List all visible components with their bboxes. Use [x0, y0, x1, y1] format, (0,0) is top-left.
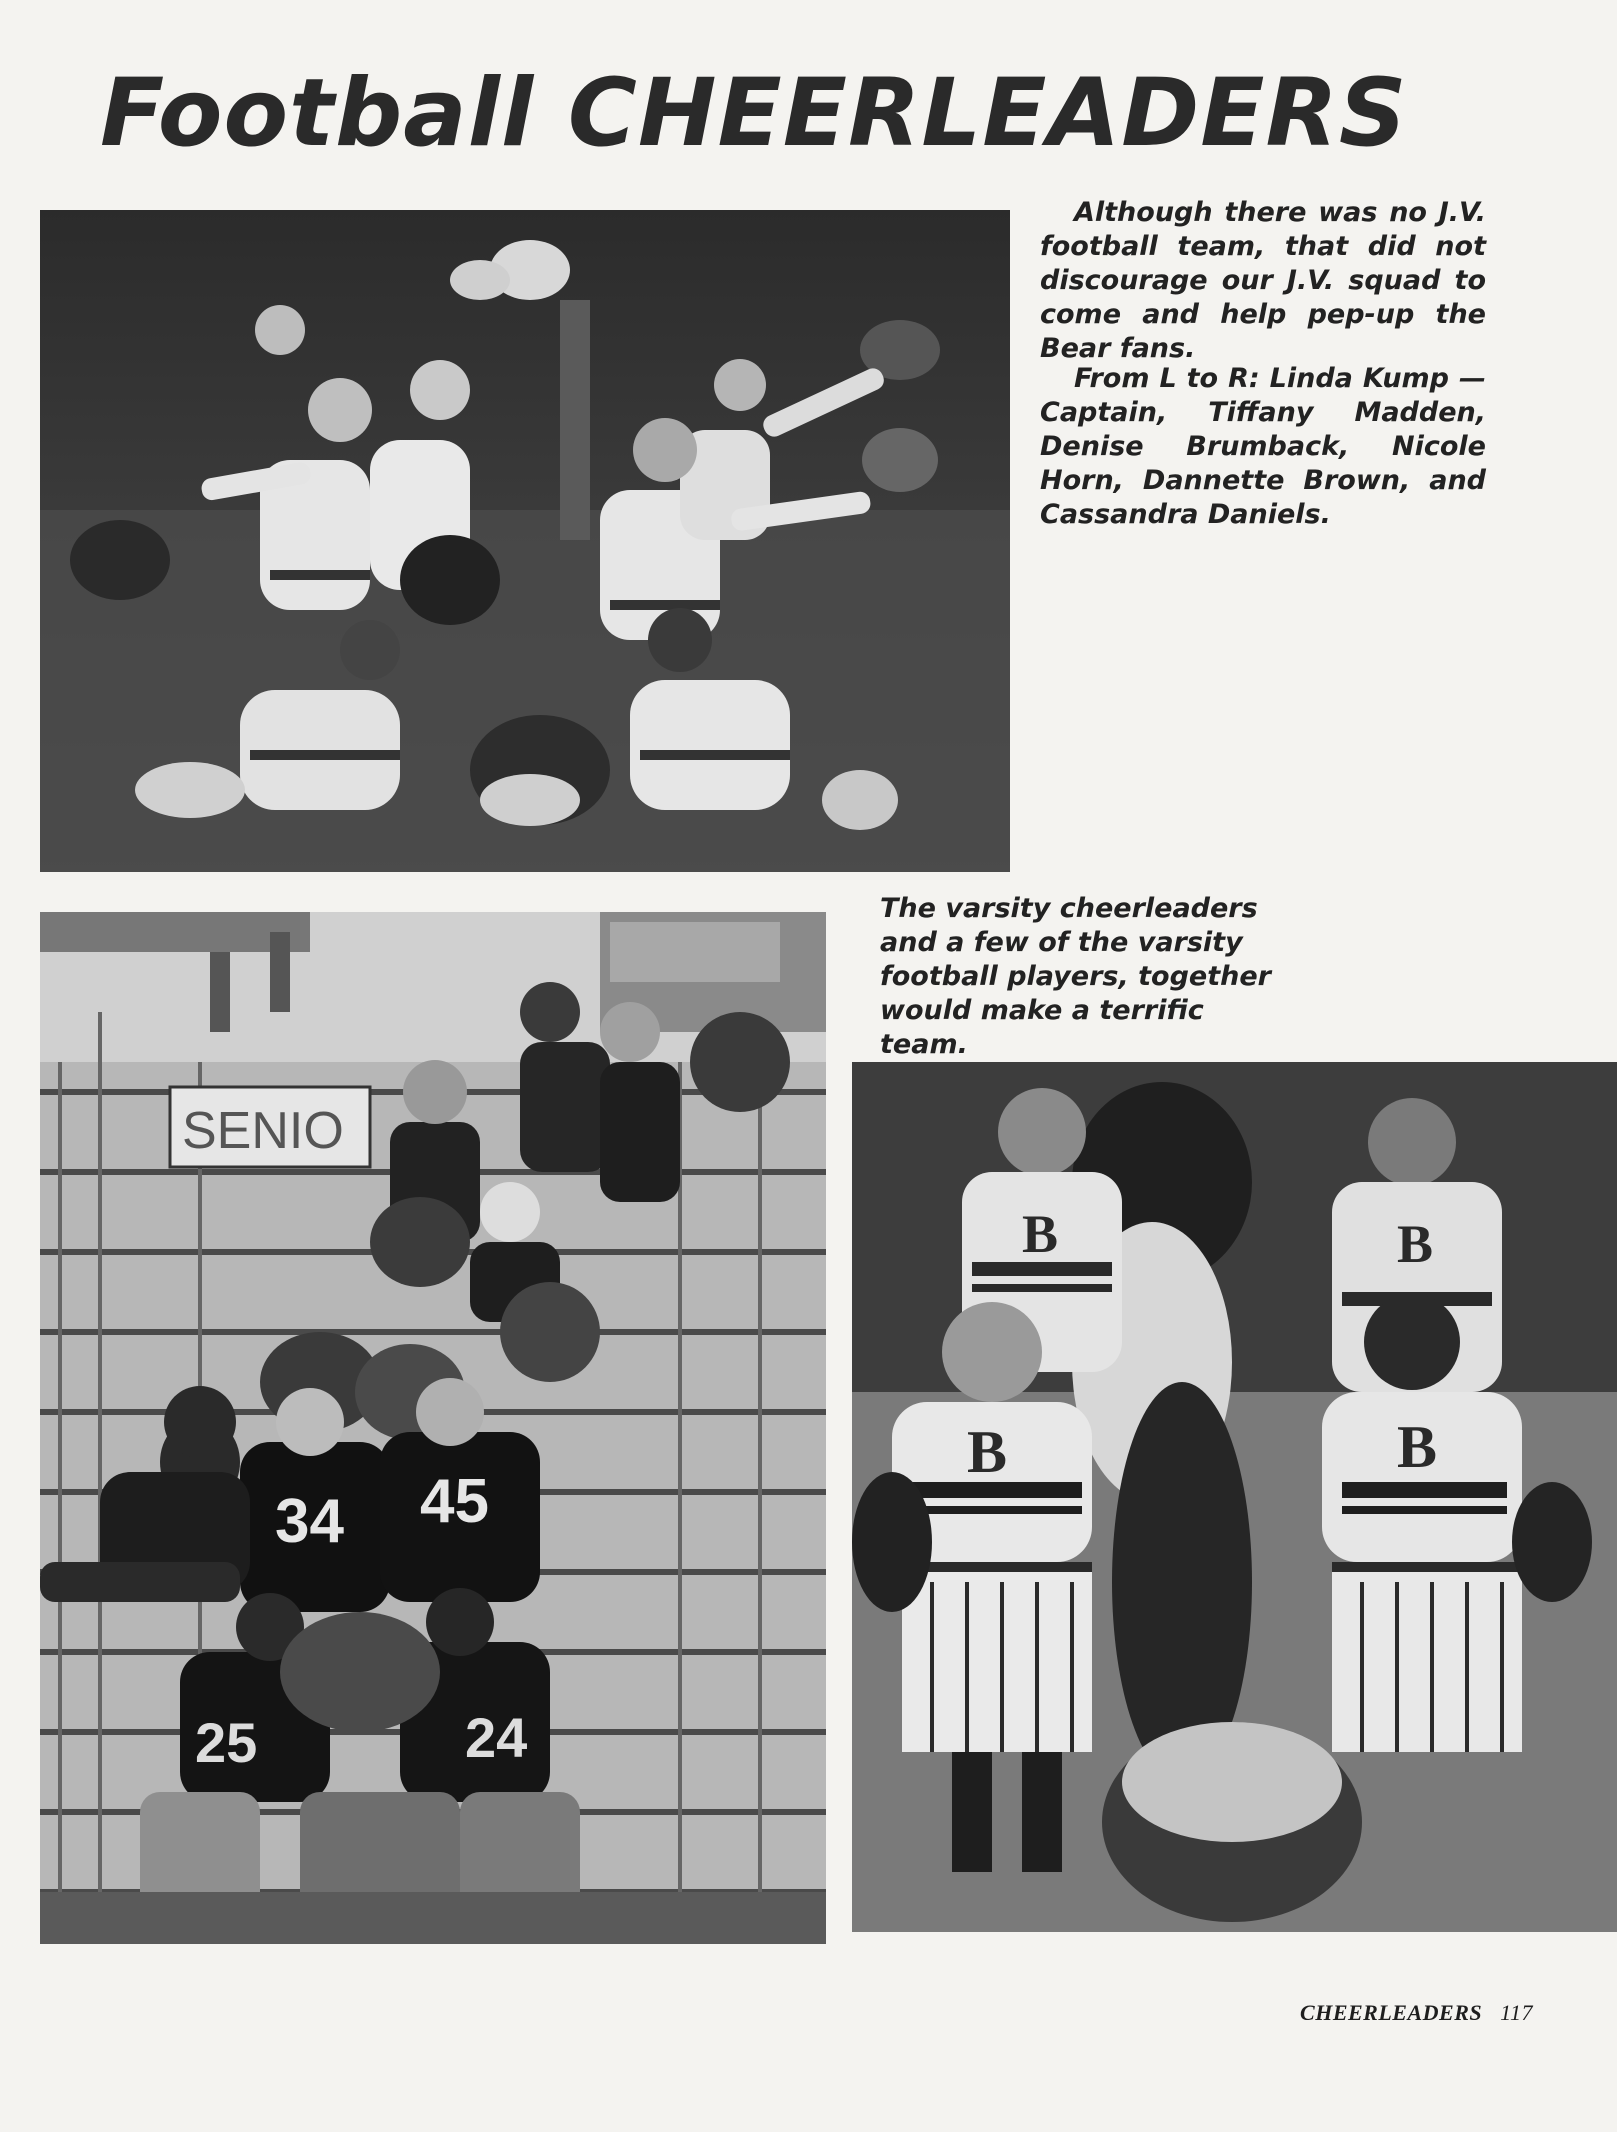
jv-cheerleaders-illustration	[40, 210, 1010, 872]
caption-jv-names: From L to R: Linda Kump — Captain, Tiffany Madden, Denise Brumback, Nicole Horn, Dannette Brown, and Cassandra Daniels.	[1040, 363, 1486, 530]
uniform-letter-front-right: B	[1397, 1414, 1438, 1480]
uniform-letter-back-right: B	[1397, 1214, 1434, 1274]
caption-varsity: The varsity cheerleaders and a few of the varsity football players, together would make a terrific team.	[880, 893, 1271, 1060]
page-number: 117	[1500, 2000, 1533, 2025]
jersey-number-34: 34	[275, 1487, 344, 1556]
caption-jv-intro: Although there was no J.V. football team, that did not discourage our J.V. squad to come and help pep-up the Bear fans.	[1040, 197, 1486, 364]
jersey-number-24: 24	[465, 1706, 528, 1769]
varsity-cheerleaders-photo	[852, 1062, 1617, 1932]
varsity-bleachers-illustration	[40, 912, 826, 1944]
uniform-letter-front-left: B	[967, 1419, 1008, 1485]
footer-section-label: CHEERLEADERS	[1300, 2000, 1483, 2025]
jersey-number-45: 45	[420, 1467, 489, 1536]
uniform-letter-back-left: B	[1022, 1204, 1059, 1264]
page-footer	[1300, 2000, 1533, 2026]
jersey-number-25: 25	[195, 1711, 258, 1774]
senior-banner-text: SENIO	[182, 1102, 344, 1160]
jv-cheerleaders-photo	[40, 210, 1010, 872]
varsity-cheerleaders-illustration	[852, 1062, 1617, 1932]
page-title: Football CHEERLEADERS	[100, 59, 1408, 168]
varsity-bleachers-photo	[40, 912, 826, 1944]
